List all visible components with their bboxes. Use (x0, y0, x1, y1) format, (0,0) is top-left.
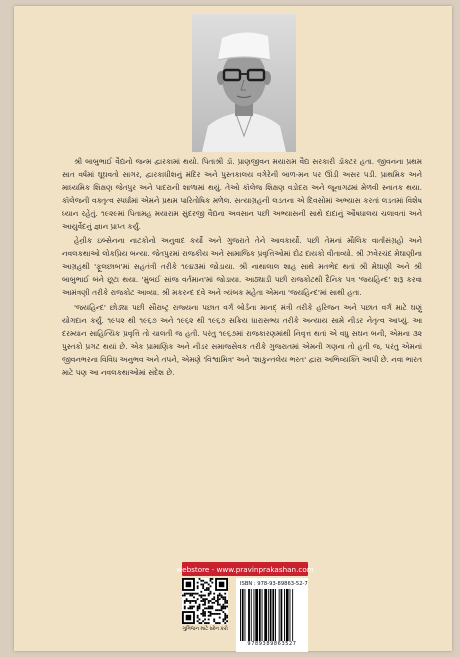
qr-code-icon[interactable] (182, 578, 228, 624)
barcode-digits: 9789389863527 (247, 641, 297, 647)
isbn-label: ISBN : 978-93-89863-52-7 (240, 581, 308, 587)
bio-paragraph-2: હેન્રીક ઇબ્સેનના નાટકોનો અનુવાદ કર્યો અને ગુજરાતે તેને આવકાર્યો. પછી તેમનાં મૌલિક વાર્તાસંગ્રહો અને નવલકથાઓ લોકપ્રિય બન્યા. જેતપુરમાં રાજકીય અને સામાજિક પ્રવૃત્તિઓમાં દોઢ દાયકો વીતાવ્યો. શ્રી ઝવેરચંદ મેઘાણીના આગ્રહથી 'ફૂલછાબ'માં સહતંત્રી તરીકે ૧૯૪૩માં જોડાયા. શ્રી નાથાલાલ શાહ સાથે મતભેદ થતાં શ્રી મેઘાણી અને શ્રી બાબુભાઈ બંને છૂટા થયા. 'મુંબઈ સાંજ વર્તમાન'માં જોડાયા. આઠ્યાડી પછી રાજકોટથી દૈનિક પત્ર 'જયહિન્દ' શરૂ કરવા આમંત્રણી તરીકે રાજકોટ આવ્યા. શ્રી મકરન્દ દવે અને ત્ર્યંબક મહેતા એમના 'જયહિન્દ'માં સાથી હતા. (62, 236, 422, 298)
back-cover (14, 6, 452, 651)
author-biography (62, 156, 422, 379)
bio-paragraph-1: શ્રી બાબુભાઈ વૈદ્યનો જન્મ દ્વારકામાં થયો. પિતાશ્રી ડૉ. પ્રાણજીવન મયારામ વૈદ્ય સરકારી ડૉક્ટર હતા. જીવનના પ્રથમ સાત વર્ષમાં ઘૂઘવતો સાગર, દ્વારકાધીશનું મંદિર અને પુસ્તકાલય વગેરેની બાળ-મન પર ઊંડી અસર પડી. પ્રાથમિક અને માધ્યમિક શિક્ષણ જેતપુર અને પાદરાની શાળામાં થયું. તેઓ કૉલેજ શિક્ષણ વડોદરા અને જૂનાગઢમાં મેળવી સ્નાતક થયા. કૉલેજની વક્તૃત્વ સ્પર્ધામાં એમને પ્રથમ પારિતોષિક મળેલ. સત્યાગ્રહની લડતના એ દિવસોમાં અભ્યાસ કરતાં લડતમાં વિશેષ ધ્યાન રહેતું. ૧૯૨૯માં પિતામહ મયારામ સુંદરજી વૈદ્યના અવસાન પછી અભ્યાસની સાથે દાદાનું ઔષધાલય ચલાવતાં અને આયુર્વેદનું જ્ઞાન પ્રાપ્ત કર્યું. (62, 157, 422, 231)
isbn-barcode-icon (240, 589, 304, 641)
author-photo (192, 14, 296, 152)
bio-paragraph-3: 'જયહિન્દ' છોડ્યા પછી સૌરાષ્ટ્ર રાજ્યના પછાત વર્ગ બોર્ડના માનદ્ મંત્રી તરીકે હરિજન અને પછાત વર્ગ માટે ઘણું યોગદાન કર્યું. ૧૯૫૨ થી ૧૯૬૭ અને ૧૯૬૨ થી ૧૯૬૭ સક્રિય ધારાસભ્ય તરીકે અન્યાય સામે નીડર નેતૃત્વ આપ્યું. આ દરમ્યાન સાહિત્યિક પ્રવૃત્તિ તો ચાલતી જ હતી. પરંતુ ૧૯૬૭માં રાજકારણમાંથી નિવૃત્ત થતાં એ વધુ સઘન બની, એમના ૩૨ પુસ્તકો પ્રગટ થયાં છે. એક પ્રામાણિક અને નીડર સમાજસેવક તરીકે ગુજરાતમાં એમની ગણના તો હતી જ, પરંતુ એમનાં જીવનભરના વિવિધ અનુભવ અને તપને, એમણે 'વિશ્વામિત્ર' અને 'શાકુન્તલેય ભરત' દ્વારા અભિવ્યક્તિ આપી છે. નવા ભારત માટે પણ આ નવલકથાઓમાં સંદેશ છે. (62, 302, 422, 377)
author-portrait-icon (192, 14, 296, 152)
qr-block (182, 578, 228, 633)
webstore-url[interactable]: webstore - www.pravinprakashan.com (176, 564, 314, 574)
webstore-url-bar[interactable] (176, 562, 314, 576)
isbn-barcode-block (236, 578, 308, 652)
qr-caption: ગુગિજન માટે સ્કેન કરો (182, 626, 228, 632)
